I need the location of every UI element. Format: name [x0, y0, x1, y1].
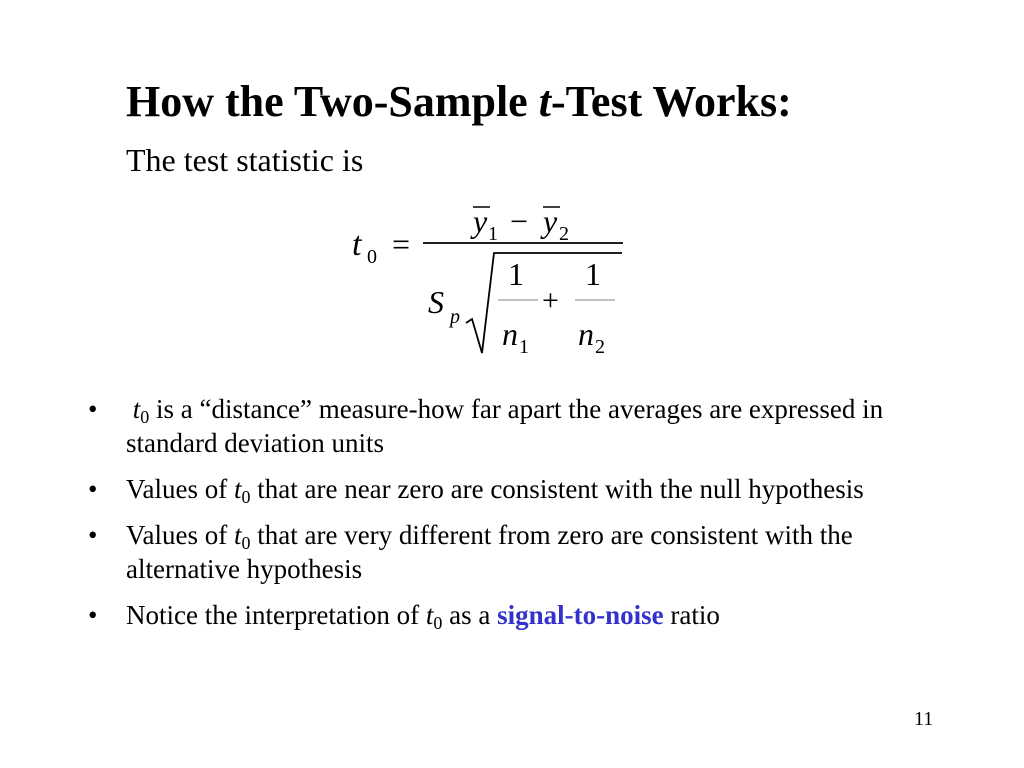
formula-one-1: 1 — [508, 256, 524, 292]
formula-minus: − — [510, 203, 529, 239]
bullet-list — [88, 392, 968, 644]
formula-s: S — [428, 284, 444, 320]
slide-subtitle: The test statistic is — [126, 142, 364, 178]
bullet-dot: • — [88, 394, 98, 424]
bullet-item-signal-noise: • Notice the interpretation of $t_0$ as a signal-to-noise ratio — [88, 600, 720, 633]
signal-to-noise-highlight: signal-to-noise — [497, 600, 664, 630]
bullet-text: is a “distance” measure-how far apart the averages are expressed in standard deviation units — [126, 394, 884, 458]
bullet-symbol-t: t — [233, 474, 242, 504]
bullet-text: ratio — [663, 600, 720, 630]
bullet-item-distance: • $t_0$ is a “distance” measure-how far apart the averages are expressed in standard deviation units — [88, 394, 884, 458]
bullet-symbol-t: t — [132, 394, 141, 424]
bullet-dot: • — [88, 600, 98, 630]
bullet-dot: • — [88, 520, 98, 550]
formula-n2-sub: 2 — [595, 336, 605, 358]
bullet-text: that are very different from zero are consistent with the alternative hypothesis — [126, 520, 853, 584]
t-statistic-formula — [330, 195, 650, 370]
page-number: 11 — [914, 708, 934, 730]
formula-s-sub: p — [450, 306, 460, 328]
bullet-symbol-t: t — [425, 600, 434, 630]
formula-equals: = — [392, 226, 411, 262]
bullet-dot: • — [88, 474, 98, 504]
formula-y1-sub: 1 — [488, 223, 498, 245]
formula-n1: n — [502, 316, 518, 352]
formula-y2-sub: 2 — [559, 223, 569, 245]
bullet-item-different: • Values of $t_0$ that are very different from zero are consistent with the alternative hypothesis — [88, 520, 853, 584]
bullet-item-near-zero: • Values of $t_0$ that are near zero are consistent with the null hypothesis — [88, 474, 864, 507]
formula-y1: y — [473, 203, 488, 239]
formula-plus: + — [542, 284, 559, 317]
formula-one-2: 1 — [585, 256, 601, 292]
formula-t: t — [352, 226, 362, 263]
formula-n2: n — [578, 316, 594, 352]
formula-y2: y — [543, 203, 558, 239]
bullet-symbol-t: t — [233, 520, 242, 550]
slide-title: How the Two-Sample t-Test Works: — [126, 77, 792, 126]
formula-t-sub: 0 — [367, 246, 377, 268]
bullet-text: that are near zero are consistent with the null hypothesis — [250, 474, 864, 504]
formula-n1-sub: 1 — [519, 336, 529, 358]
